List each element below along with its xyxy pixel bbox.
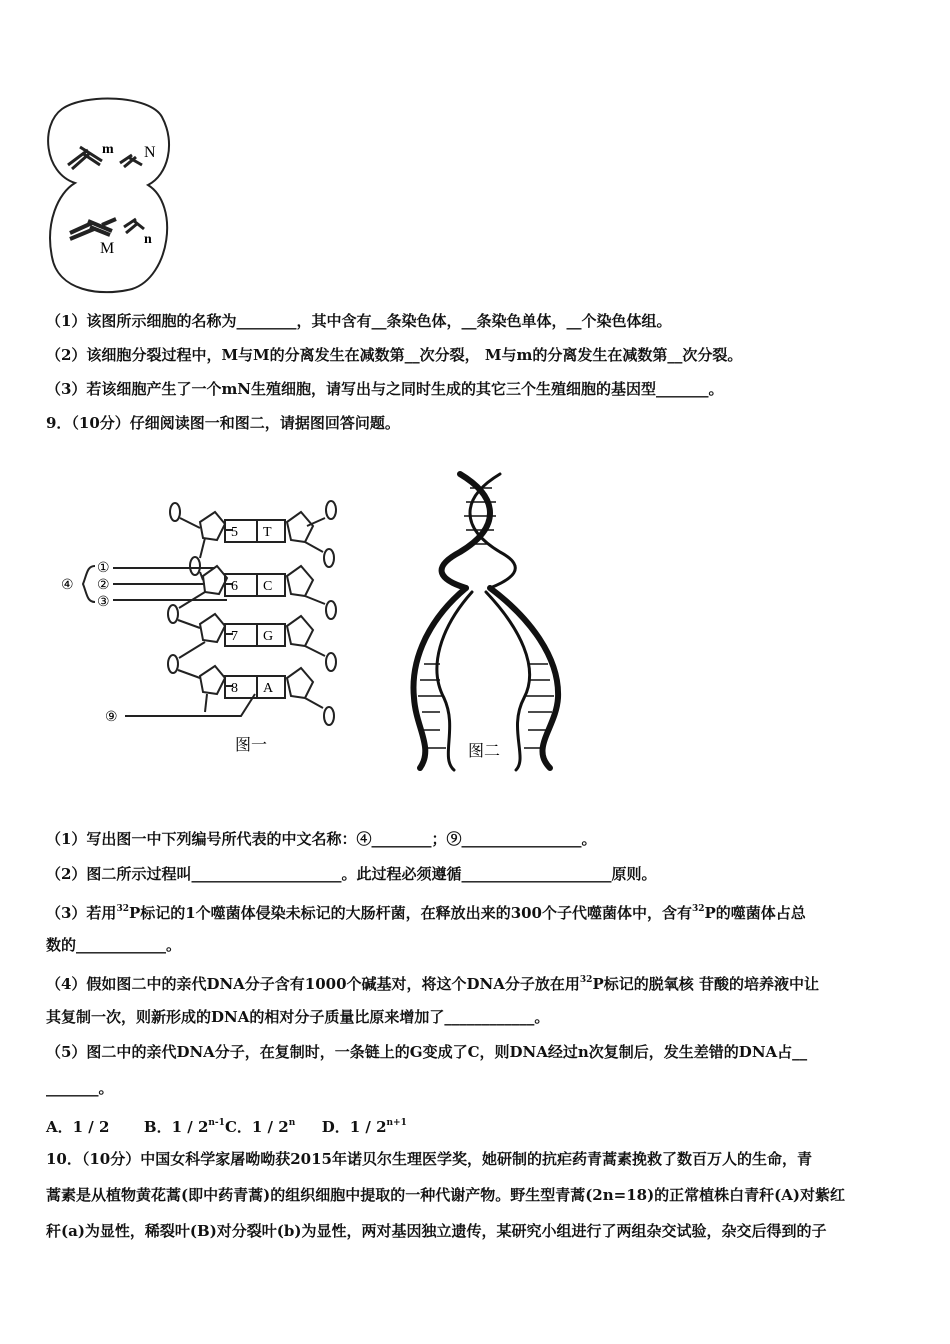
q9-part3-c: P的噬菌体占总 (704, 904, 806, 922)
label-m: m (102, 142, 114, 157)
q9-header-text: 9．（10分）仔细阅读图一和图二，请据图回答问题。 (46, 414, 400, 432)
q9-options (46, 1113, 407, 1137)
q9-part1: （1）写出图一中下列编号所代表的中文名称：④________；⑨________________。 (46, 830, 597, 848)
chromosome-N (120, 155, 142, 167)
chromosome-m (68, 147, 102, 169)
option-b: B．1 / 2 (143, 1118, 209, 1136)
q8-part1: （1）该图所示细胞的名称为________，其中含有__条染色体，__条染色单体，__个染色体组。 (46, 312, 672, 330)
option-c: C．1 / 2 (224, 1118, 289, 1136)
q9-part5: （5）图二中的亲代DNA分子，在复制时，一条链上的G变成了C，则DNA经过n次复制后，发生差错的DNA占__ (46, 1043, 808, 1061)
marker-2: ② (97, 578, 110, 593)
q9-part5-line2: _______。 (46, 1079, 114, 1097)
nucleotide-number-6: 6 (231, 579, 238, 594)
figure-1-caption: 图一 (235, 735, 268, 754)
base-A: A (263, 681, 274, 696)
q9-header (46, 413, 400, 433)
q9-part4-b: P标记的脱氧核 苷酸的培养液中让 (592, 975, 819, 993)
dna-structure-figure-1 (55, 490, 355, 765)
marker-1: ① (97, 561, 110, 576)
q9-part3 (46, 899, 806, 923)
q8-part3: （3）若该细胞产生了一个mN生殖细胞，请写出与之同时生成的其它三个生殖细胞的基因型_______。 (46, 380, 724, 398)
q9-part3-a: （3）若用 (46, 904, 117, 922)
option-d-sup: n+1 (386, 1118, 407, 1128)
q9-part3-sup1: 32 (116, 904, 129, 914)
marker-3: ③ (97, 595, 110, 610)
q9-part4-line2: 其复制一次，则新形成的DNA的相对分子质量比原来增加了____________。 (46, 1008, 550, 1026)
nucleotide-number-5: 5 (231, 525, 238, 540)
nucleotide-number-8: 8 (231, 681, 238, 696)
chromosome-n (124, 219, 144, 233)
label-N: N (144, 144, 156, 161)
q10-line1: 10．（10分）中国女科学家屠呦呦获2015年诺贝尔生理医学奖，她研制的抗疟药青蒿素挽救了数百万人的生命，青 (46, 1150, 813, 1168)
label-M: M (100, 240, 115, 257)
q9-part4-sup: 32 (579, 975, 593, 985)
q10-line2: 蒿素是从植物黄花蒿(即中药青蒿)的组织细胞中提取的一种代谢产物。野生型青蒿(2n=18)的正常植株白青秆(A)对紫红 (46, 1186, 846, 1204)
option-b-sup: n-1 (208, 1118, 225, 1128)
q9-part4 (46, 970, 819, 994)
label-n: n (144, 232, 152, 247)
chromosome-M (70, 219, 116, 239)
q9-part3-sup2: 32 (692, 904, 705, 914)
nucleotide-number-7: 7 (231, 629, 238, 644)
base-G: G (263, 629, 274, 644)
q9-part4-a: （4）假如图二中的亲代DNA分子含有1000个碱基对，将这个DNA分子放在用 (46, 975, 580, 993)
dna-replication-figure-2 (400, 468, 585, 778)
base-T: T (263, 525, 272, 540)
marker-9: ⑨ (105, 710, 118, 725)
base-C: C (263, 579, 273, 594)
q10-line3: 秆(a)为显性，稀裂叶(B)对分裂叶(b)为显性，两对基因独立遗传，某研究小组进行了两组杂交试验，杂交后得到的子 (46, 1222, 827, 1240)
option-a: A．1 / 2 (46, 1118, 110, 1136)
option-c-sup: n (288, 1118, 296, 1128)
q9-part3-line2: 数的____________。 (46, 936, 182, 954)
q9-part3-b: P标记的1个噬菌体侵染未标记的大肠杆菌，在释放出来的300个子代噬菌体中，含有 (128, 904, 692, 922)
cell-division-figure (40, 95, 190, 300)
figure-2-caption: 图二 (468, 741, 501, 760)
q8-part2: （2）该细胞分裂过程中，M与M的分离发生在减数第__次分裂， M与m的分离发生在减数第__次分裂。 (46, 346, 743, 364)
option-d: D．1 / 2 (321, 1118, 387, 1136)
marker-4: ④ (61, 578, 74, 593)
q9-part2: （2）图二所示过程叫____________________。此过程必须遵循____________________原则。 (46, 865, 657, 883)
